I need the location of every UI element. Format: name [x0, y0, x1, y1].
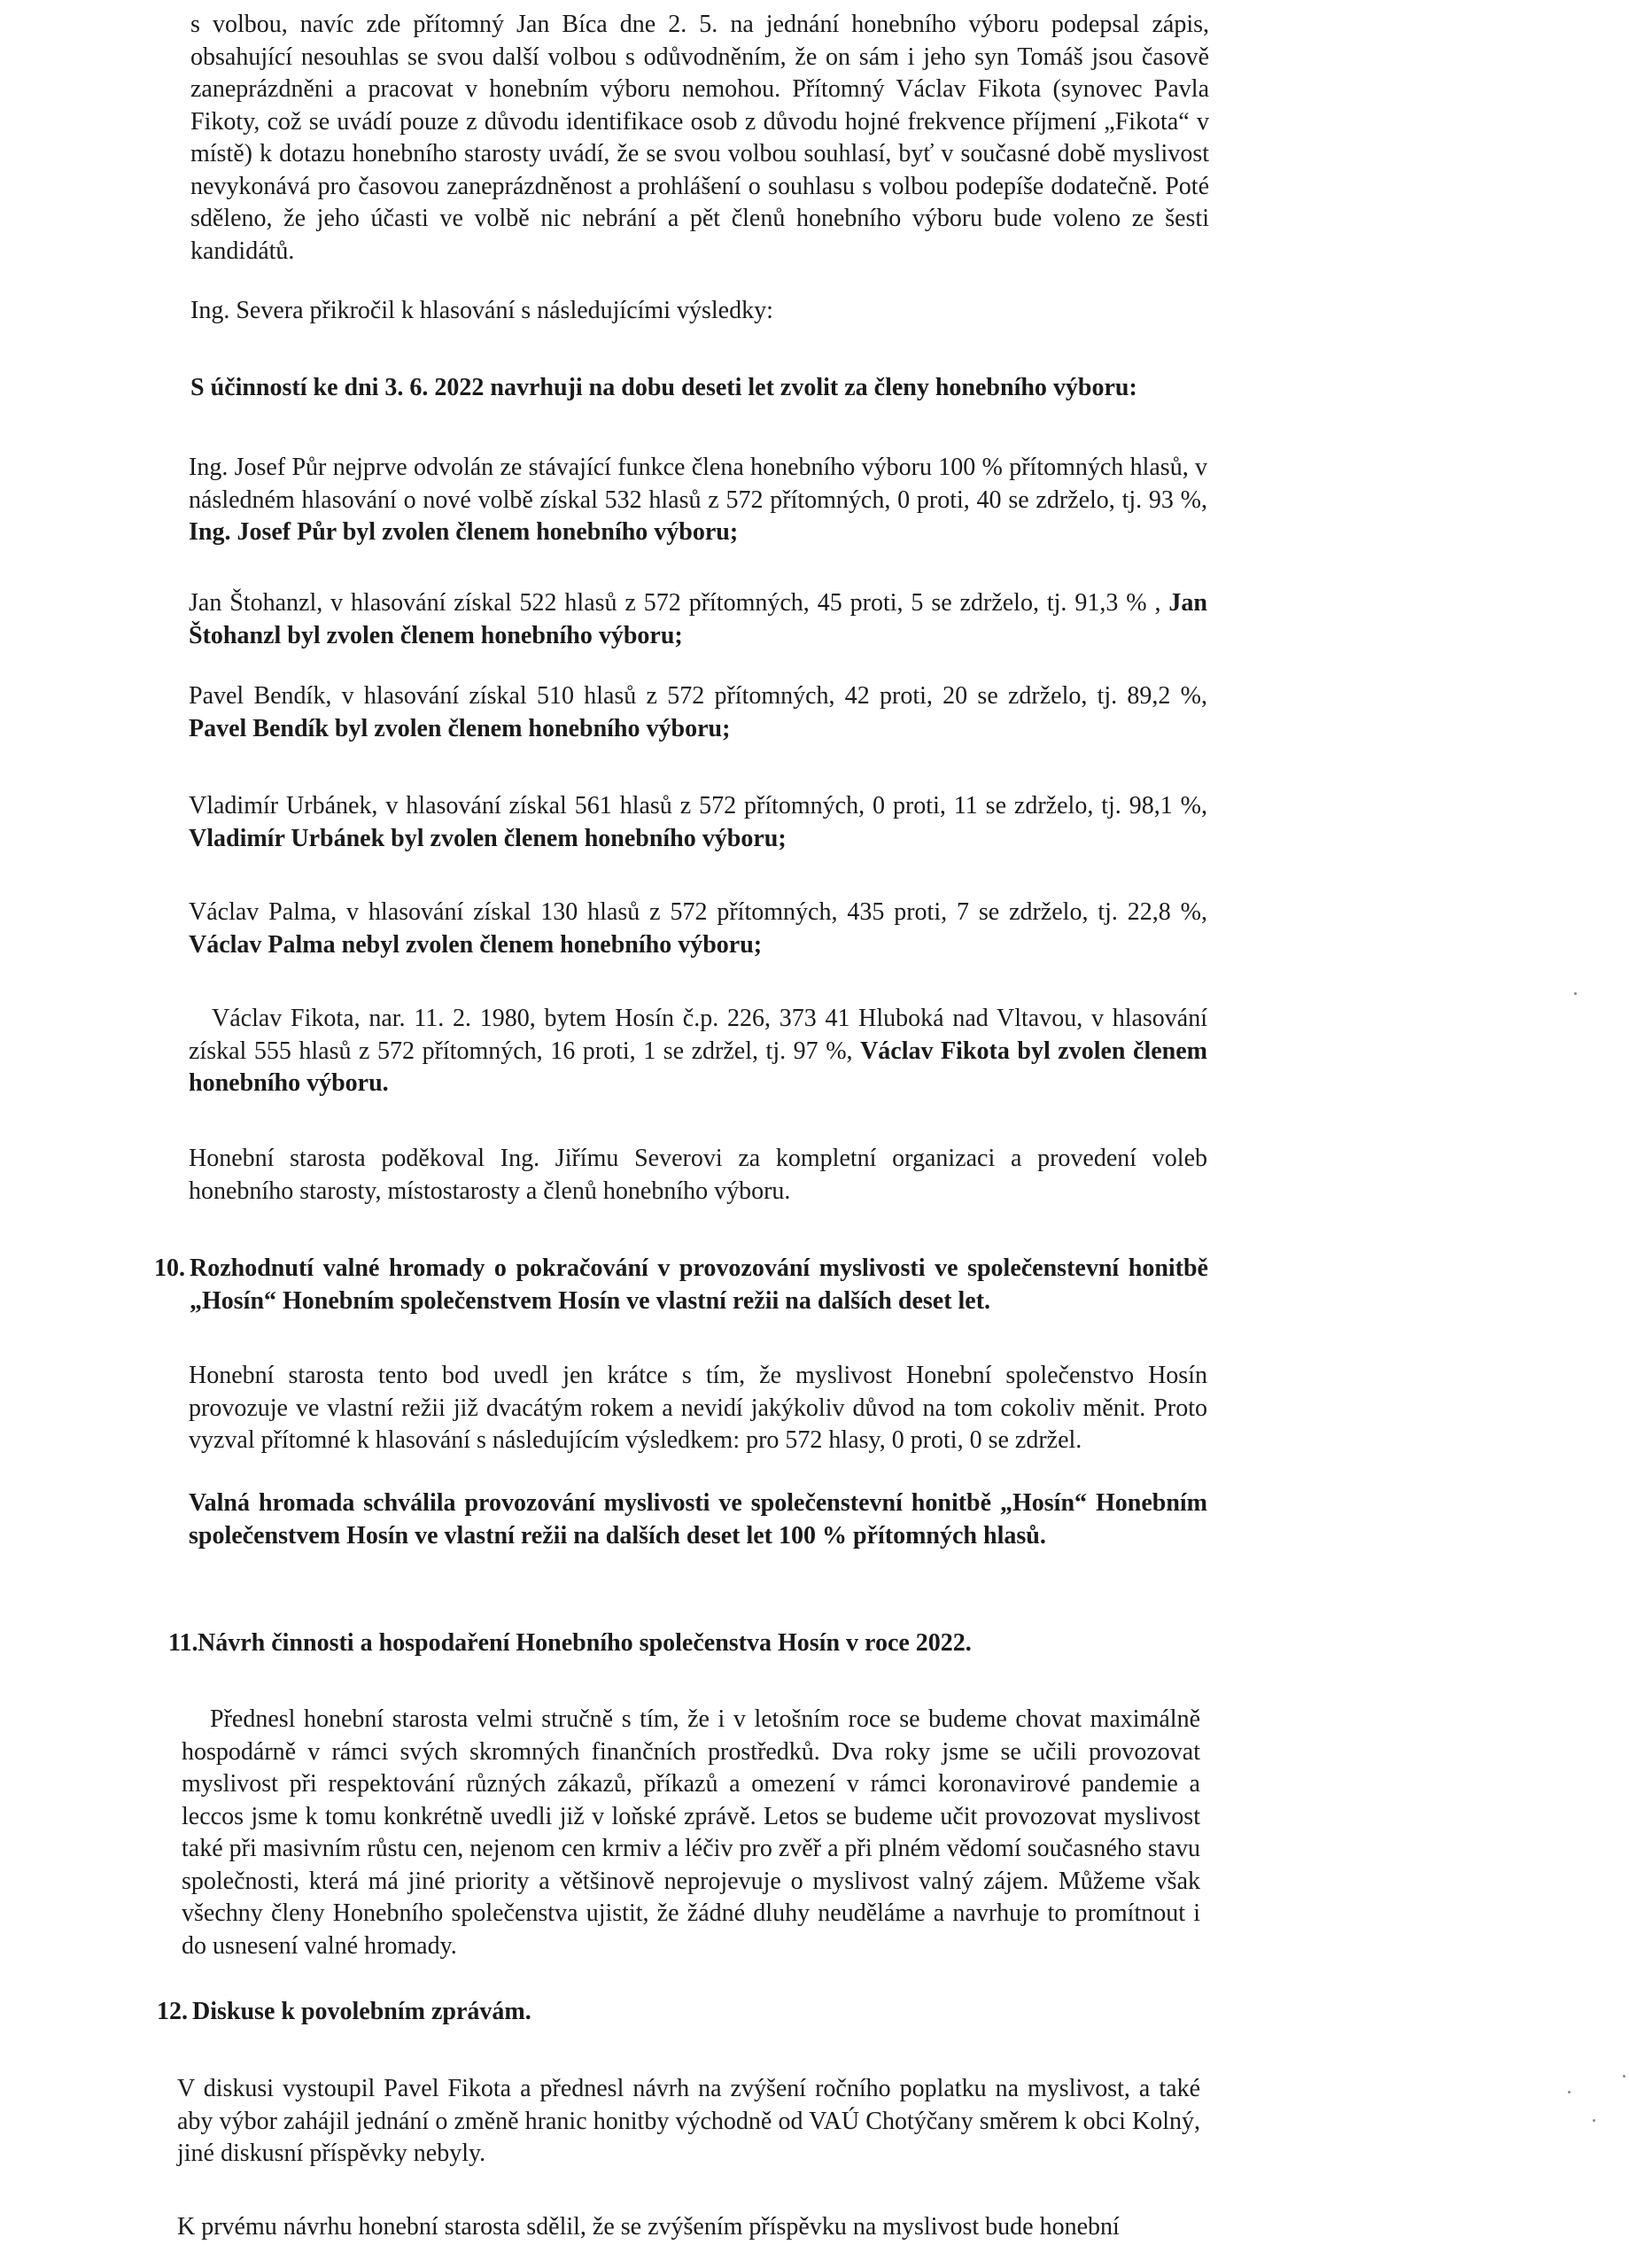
- candidate-result: Václav Palma, v hlasování získal 130 hlasů z 572 přítomných, 435 proti, 7 se zdrželo, tj. 22,8 %, Václav Palma nebyl zvolen členem honebního výboru;: [189, 898, 1207, 959]
- paragraph-prvni-navrh: K prvému návrhu honební starosta sdělil, že se zvýšením příspěvku na myslivost bude honební: [177, 2213, 1120, 2241]
- section-12-heading: [157, 1996, 1193, 2029]
- section-10-heading: [154, 1253, 1208, 1317]
- candidate-verdict: Vladimír Urbánek byl zvolen členem honebního výboru;: [189, 824, 787, 852]
- paragraph-volba-souhlas: s volbou, navíc zde přítomný Jan Bíca dne 2. 5. na jednání honebního výboru podepsal zápis, obsahující nesouhlas se svou další volbou s odůvodněním, že on sám i jeho syn Tomáš jsou časově zaneprázdněni a pracovat v honebním výboru nemohou. Přítomný Václav Fikota (synovec Pavla Fikoty, což se uvádí pouze z důvodu identifikace osob z důvodu hojné frekvence příjmení „Fikota“ v místě) k dotazu honebního starosty uvádí, že se svou volbou souhlasí, byť v současné době myslivost nevykonává pro časovou zaneprázdněnost a prohlášení o souhlasu s volbou podepíše dodatečně. Poté sděleno, že jeho účasti ve volbě nic nebrání a pět členů honebního výboru bude voleno ze šesti kandidátů.: [190, 11, 1209, 265]
- candidate-result: Vladimír Urbánek, v hlasování získal 561 hlasů z 572 přítomných, 0 proti, 11 se zdrželo, tj. 98,1 %, Vladimír Urbánek byl zvolen členem honebního výboru;: [189, 792, 1207, 852]
- scan-speck: [1574, 992, 1577, 995]
- candidate-result: Václav Fikota, nar. 11. 2. 1980, bytem Hosín č.p. 226, 373 41 Hluboká nad Vltavou, v hlasování získal 555 hlasů z 572 přítomných, 16 proti, 1 se zdržel, tj. 97 %, Václav Fikota byl zvolen členem honebního výboru.: [189, 1005, 1207, 1097]
- candidate-verdict: Pavel Bendík byl zvolen členem honebního výboru;: [189, 714, 731, 742]
- section-title: Návrh činnosti a hospodaření Honebního společenstva Hosín v roce 2022.: [198, 1629, 972, 1657]
- section-10-body: Honební starosta tento bod uvedl jen krátce s tím, že myslivost Honební společenstvo Hosín provozuje ve vlastní režii již dvacátým rokem a nevidí jakýkoliv důvod na tom cokoliv měnit. Proto vyzval přítomné k hlasování s následujícím výsledkem: pro 572 hlasy, 0 proti, 0 se zdržel.: [189, 1362, 1207, 1454]
- candidate-verdict: Ing. Josef Půr byl zvolen členem honebního výboru;: [189, 518, 739, 546]
- candidate-result: Jan Štohanzl, v hlasování získal 522 hlasů z 572 přítomných, 45 proti, 5 se zdrželo, tj. 91,3 % , Jan Štohanzl byl zvolen členem honebního výboru;: [189, 589, 1207, 649]
- candidate-result: Ing. Josef Půr nejprve odvolán ze stávající funkce člena honebního výboru 100 % přítomných hlasů, v následném hlasování o nové volbě získal 532 hlasů z 572 přítomných, 0 proti, 40 se zdrželo, tj. 93 %, Ing. Josef Půr byl zvolen členem honebního výboru;: [189, 454, 1207, 546]
- section-title: Rozhodnutí valné hromady o pokračování v provozování myslivosti ve společenstevní honitbě „Hosín“ Honebním společenstvem Hosín ve vlastní režii na dalších deset let.: [190, 1254, 1208, 1315]
- section-11-heading: [168, 1627, 1205, 1660]
- scan-speck: [1623, 2075, 1625, 2078]
- section-10-result: Valná hromada schválila provozování myslivosti ve společenstevní honitbě „Hosín“ Honebním společenstvem Hosín ve vlastní režii na dalších deset let 100 % přítomných hlasů.: [189, 1489, 1207, 1550]
- section-title: Diskuse k povolebním zprávám.: [192, 1998, 531, 2025]
- candidate-verdict: Václav Fikota byl zvolen členem honebního výboru.: [189, 1037, 1207, 1097]
- candidate-verdict: Václav Palma nebyl zvolen členem honebního výboru;: [189, 930, 763, 959]
- section-number: 10.: [154, 1254, 185, 1282]
- candidate-verdict: Jan Štohanzl byl zvolen členem honebního výboru;: [189, 589, 1207, 649]
- paragraph-hlasovani-uvod: Ing. Severa přikročil k hlasování s následujícími výsledky:: [190, 297, 773, 324]
- section-number: 12.: [157, 1998, 188, 2025]
- paragraph-navrh-clenu: S účinností ke dni 3. 6. 2022 navrhuji na dobu deseti let zvolit za členy honebního výboru:: [190, 374, 1137, 401]
- paragraph-podekovani: Honební starosta poděkoval Ing. Jiřímu Severovi za kompletní organizaci a provedení voleb honebního starosty, místostarosty a členů honebního výboru.: [189, 1145, 1207, 1205]
- scan-speck: [1593, 2119, 1595, 2122]
- section-12-body: V diskusi vystoupil Pavel Fikota a přednesl návrh na zvýšení ročního poplatku na myslivost, a také aby výbor zahájil jednání o změně hranic honitby východně od VAÚ Chotýčany směrem k obci Kolný, jiné diskusní příspěvky nebyly.: [177, 2075, 1200, 2167]
- section-11-body: Přednesl honební starosta velmi stručně s tím, že i v letošním roce se budeme chovat maximálně hospodárně v rámci svých skromných finančních prostředků. Dva roky jsme se učili provozovat myslivost při respektování různých zákazů, příkazů a omezení v rámci koronavirové pandemie a leccos jsme k tomu konkrétně uvedli již v loňské zprávě. Letos se budeme učit provozovat myslivost také při masivním růstu cen, nejenom cen krmiv a léčiv pro zvěř a při plném vědomí současného stavu společnosti, která má jiné priority a většinově neprojevuje o myslivost valný zájem. Můžeme však všechny členy Honebního společenstva ujistit, že žádné dluhy neuděláme a navrhuje to promítnout i do usnesení valné hromady.: [182, 1705, 1200, 1960]
- scan-speck: [1568, 2091, 1571, 2093]
- candidate-result: Pavel Bendík, v hlasování získal 510 hlasů z 572 přítomných, 42 proti, 20 se zdrželo, tj. 89,2 %, Pavel Bendík byl zvolen členem honebního výboru;: [189, 682, 1207, 742]
- section-number: 11.: [168, 1629, 198, 1657]
